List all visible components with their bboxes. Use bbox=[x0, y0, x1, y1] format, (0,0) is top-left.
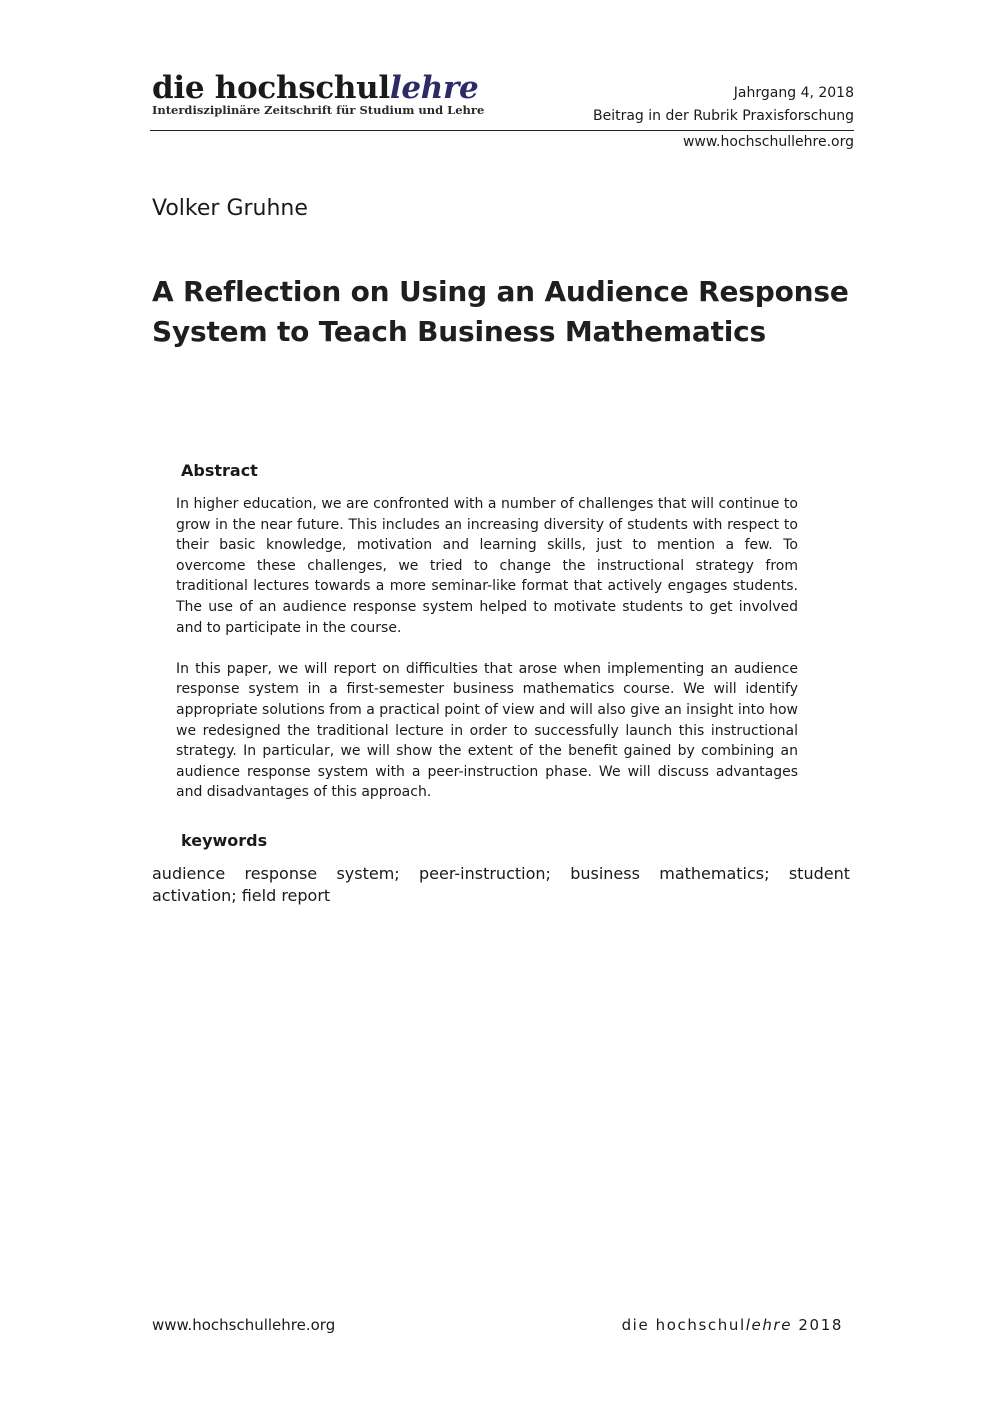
keywords-heading: keywords bbox=[181, 831, 268, 850]
volume-label: Jahrgang 4, 2018 bbox=[733, 85, 854, 101]
header-meta bbox=[593, 82, 854, 128]
section-label: Beitrag in der Rubrik Praxisforschung bbox=[593, 108, 854, 124]
footer-journal-main: die hochschul bbox=[621, 1316, 746, 1334]
journal-logo bbox=[152, 70, 479, 106]
logo-main-text: die hochschul bbox=[152, 70, 390, 106]
footer-journal bbox=[622, 1315, 843, 1335]
abstract-paragraph-1: In higher education, we are confronted with a number of challenges that will continue to grow in the near future. This includes an increasing diversity of students with respect to their basic knowledge, motivation and learning skills, just to mention a few. To overcome these challenges, we tried to change the instructional strategy from traditional lectures towards a more seminar-like format that actively engages students. The use of an audience response system helped to motivate students to get involved and to participate in the course. bbox=[176, 496, 798, 636]
article-title: A Reflection on Using an Audience Response System to Teach Business Mathematics bbox=[152, 275, 849, 348]
abstract-body bbox=[176, 494, 798, 824]
footer-journal-accent: lehre bbox=[745, 1316, 793, 1334]
abstract-paragraph-2: In this paper, we will report on difficulties that arose when implementing an audience response system in a first-semester business mathematics course. We will identify appropriate solutions from a practical point of view and will also give an insight into how we redesigned the traditional lecture in order to successfully launch this instructional strategy. In particular, we will show the extent of the benefit gained by combining an audience response system with a peer-instruction phase. We will discuss advantages and disadvantages of this approach. bbox=[176, 660, 798, 801]
logo-accent-text: lehre bbox=[389, 70, 479, 106]
abstract-heading: Abstract bbox=[181, 461, 258, 480]
footer-url: www.hochschullehre.org bbox=[152, 1316, 336, 1334]
keywords-list: audience response system; peer-instruction; business mathematics; student activation; field report bbox=[152, 864, 850, 905]
footer-year: 2018 bbox=[792, 1316, 843, 1334]
author-name: Volker Gruhne bbox=[152, 196, 308, 221]
logo-subtitle: Interdisziplinäre Zeitschrift für Studium und Lehre bbox=[152, 103, 485, 117]
header-url: www.hochschullehre.org bbox=[682, 134, 854, 150]
